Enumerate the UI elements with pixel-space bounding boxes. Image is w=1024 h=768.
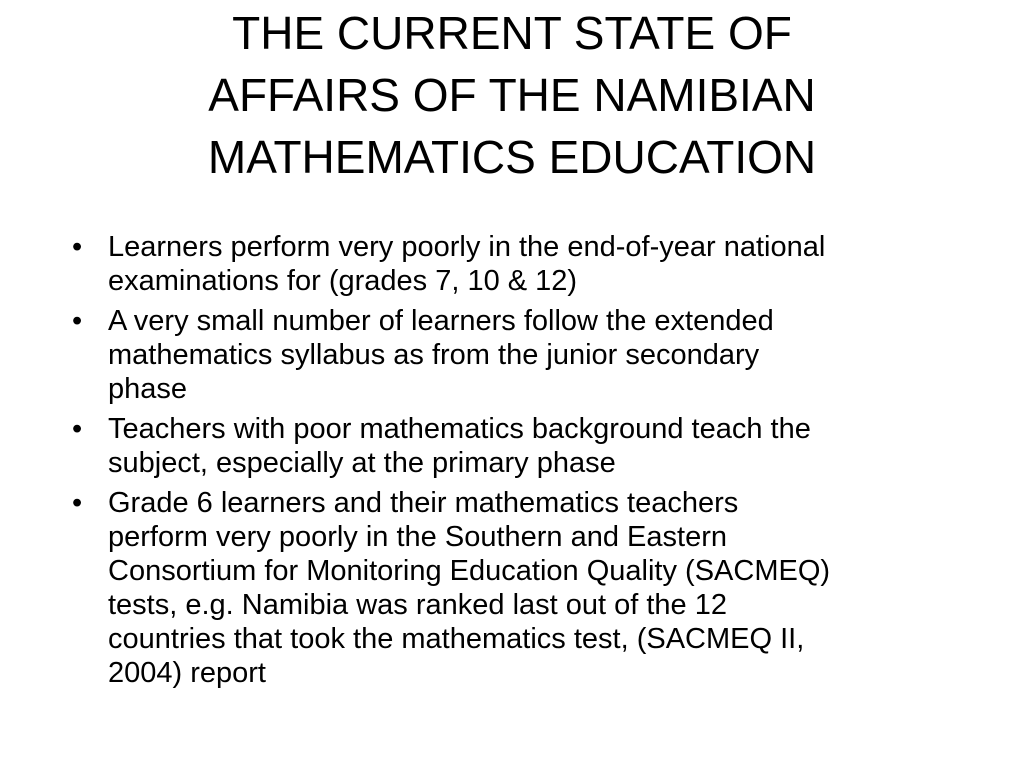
bullet-dot: • <box>72 487 83 519</box>
bullet-dot: • <box>72 231 83 263</box>
bullet-text-line: countries that took the mathematics test, (SACMEQ II, <box>108 623 805 655</box>
bullet-text-line: mathematics syllabus as from the junior secondary <box>108 339 760 371</box>
bullet-text-line: A very small number of learners follow the extended <box>108 305 774 337</box>
bullet-text-line: perform very poorly in the Southern and Eastern <box>108 521 727 553</box>
bullet-text-line: 2004) report <box>108 657 266 689</box>
bullet-text-line: subject, especially at the primary phase <box>108 447 616 479</box>
slide-title-line: MATHEMATICS EDUCATION <box>207 131 817 183</box>
bullet-dot: • <box>72 305 83 337</box>
bullet-text-line: Learners perform very poorly in the end-of-year national <box>108 231 826 263</box>
bullet-dot: • <box>72 413 83 445</box>
bullet-item <box>72 486 972 690</box>
bullet-list <box>72 230 972 696</box>
bullet-text-line: tests, e.g. Namibia was ranked last out of the 12 <box>108 589 727 621</box>
bullet-item <box>72 230 972 298</box>
bullet-text-line: Grade 6 learners and their mathematics teachers <box>108 487 739 519</box>
slide-title-line: AFFAIRS OF THE NAMIBIAN <box>208 69 816 121</box>
slide-title <box>0 2 1024 188</box>
bullet-item <box>72 412 972 480</box>
bullet-text-line: phase <box>108 373 188 405</box>
bullet-text-line: Consortium for Monitoring Education Quality (SACMEQ) <box>108 555 831 587</box>
bullet-item <box>72 304 972 406</box>
bullet-text-line: Teachers with poor mathematics background teach the <box>108 413 811 445</box>
bullet-text-line: examinations for (grades 7, 10 & 12) <box>108 265 578 297</box>
slide-title-line: THE CURRENT STATE OF <box>232 7 792 59</box>
